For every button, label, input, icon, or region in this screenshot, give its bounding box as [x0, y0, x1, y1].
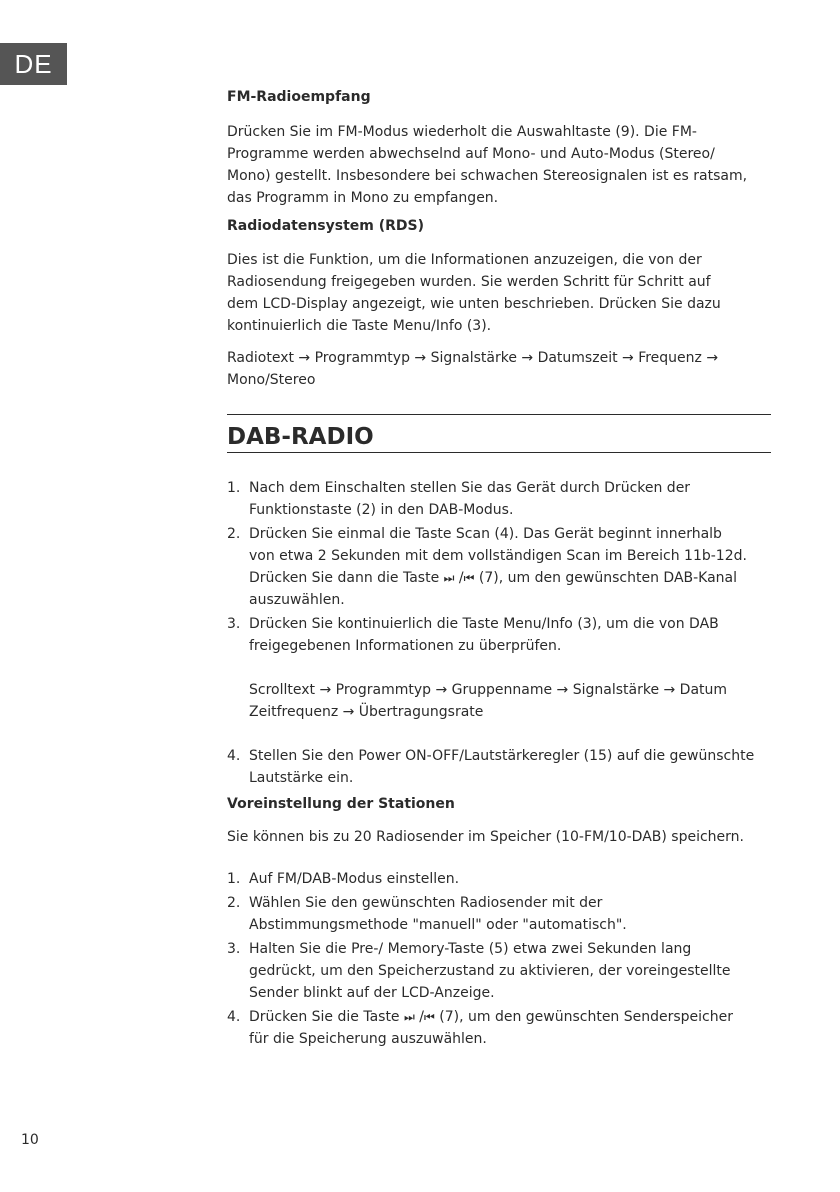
text-line: Zeitfrequenz → Übertragungsrate — [249, 704, 484, 720]
text-line: Radiotext → Programmtyp → Signalstärke → Datumszeit → Frequenz → — [227, 350, 719, 366]
page-number: 10 — [21, 1132, 39, 1148]
text-line: von etwa 2 Sekunden mit dem vollständigen Scan im Bereich 11b-12d. — [249, 548, 747, 564]
paragraph-preset-intro — [227, 826, 771, 848]
text-line: Programme werden abwechselnd auf Mono- und Auto-Modus (Stereo/ — [227, 146, 715, 162]
language-tab: DE — [0, 43, 67, 85]
text-line: Drücken Sie im FM-Modus wiederholt die Auswahltaste (9). Die FM- — [227, 124, 697, 140]
text-line: Radiosendung freigegeben wurden. Sie werden Schritt für Schritt auf — [227, 274, 711, 290]
text-line: dem LCD-Display angezeigt, wie unten beschrieben. Drücken Sie dazu — [227, 296, 721, 312]
list-number: 4. — [227, 748, 241, 764]
text-line: Drücken Sie kontinuierlich die Taste Menu/Info (3), um die von DAB — [249, 616, 719, 632]
text-line: Drücken Sie einmal die Taste Scan (4). Das Gerät beginnt innerhalb — [249, 526, 722, 542]
text-line-with-icons — [249, 1006, 771, 1028]
list-number: 1. — [227, 871, 241, 887]
list-number: 4. — [227, 1009, 241, 1025]
dab-steps-list — [227, 477, 771, 789]
rds-sequence — [227, 347, 771, 391]
list-item — [227, 938, 771, 1004]
paragraph-fm — [227, 121, 771, 209]
list-item — [227, 523, 771, 611]
text-line: das Programm in Mono zu empfangen. — [227, 190, 499, 206]
list-number: 1. — [227, 480, 241, 496]
text-line: kontinuierlich die Taste Menu/Info (3). — [227, 318, 492, 334]
list-item — [227, 892, 771, 936]
skip-back-icon: ⏮ — [463, 571, 475, 585]
preset-steps-list — [227, 868, 771, 1050]
list-item — [227, 1006, 771, 1050]
list-number: 2. — [227, 895, 241, 911]
section-heading-rds: Radiodatensystem (RDS) — [227, 218, 425, 234]
text-segment: / — [454, 570, 464, 586]
text-line: Nach dem Einschalten stellen Sie das Gerät durch Drücken der — [249, 480, 691, 496]
section-heading-preset: Voreinstellung der Stationen — [227, 796, 455, 812]
text-line: Auf FM/DAB-Modus einstellen. — [249, 871, 460, 887]
text-line: Abstimmungsmethode "manuell" oder "automatisch". — [249, 917, 627, 933]
text-line-with-icons — [249, 567, 771, 589]
divider-bottom — [227, 452, 771, 453]
text-line: auszuwählen. — [249, 592, 345, 608]
skip-back-icon: ⏮ — [423, 1010, 435, 1024]
list-number: 3. — [227, 941, 241, 957]
list-item — [227, 613, 771, 723]
text-line: Wählen Sie den gewünschten Radiosender mit der — [249, 895, 603, 911]
text-line: für die Speicherung auszuwählen. — [249, 1031, 487, 1047]
text-segment: / — [414, 1009, 424, 1025]
skip-forward-icon: ⏭ — [404, 1010, 415, 1024]
text-segment: (7), um den gewünschten Senderspeicher — [434, 1009, 734, 1025]
text-line: Sender blinkt auf der LCD-Anzeige. — [249, 985, 495, 1001]
skip-forward-icon: ⏭ — [443, 571, 455, 585]
list-item — [227, 745, 771, 789]
text-line: Scrolltext → Programmtyp → Gruppenname → Signalstärke → Datum — [249, 682, 728, 698]
divider-top — [227, 414, 771, 415]
text-line: Dies ist die Funktion, um die Informationen anzuzeigen, die von der — [227, 252, 702, 268]
text-line: Mono/Stereo — [227, 372, 316, 388]
list-item — [227, 477, 771, 521]
text-line: gedrückt, um den Speicherzustand zu aktivieren, der voreingestellte — [249, 963, 731, 979]
text-segment: Drücken Sie die Taste — [249, 1009, 404, 1025]
list-number: 2. — [227, 526, 241, 542]
section-title-dab: DAB-RADIO — [227, 424, 374, 450]
text-segment: (7), um den gewünschten DAB-Kanal — [474, 570, 738, 586]
text-line: Stellen Sie den Power ON-OFF/Lautstärkeregler (15) auf die gewünschte — [249, 748, 755, 764]
text-segment: Drücken Sie dann die Taste — [249, 570, 444, 586]
list-item — [227, 868, 771, 890]
text-line: Funktionstaste (2) in den DAB-Modus. — [249, 502, 514, 518]
paragraph-rds — [227, 249, 771, 337]
text-line: Sie können bis zu 20 Radiosender im Speicher (10-FM/10-DAB) speichern. — [227, 829, 744, 845]
text-line: Halten Sie die Pre-/ Memory-Taste (5) etwa zwei Sekunden lang — [249, 941, 692, 957]
section-heading-fm: FM-Radioempfang — [227, 89, 371, 105]
text-line: freigegebenen Informationen zu überprüfen. — [249, 638, 562, 654]
text-line: Mono) gestellt. Insbesondere bei schwachen Stereosignalen ist es ratsam, — [227, 168, 748, 184]
text-line: Lautstärke ein. — [249, 770, 354, 786]
list-number: 3. — [227, 616, 241, 632]
